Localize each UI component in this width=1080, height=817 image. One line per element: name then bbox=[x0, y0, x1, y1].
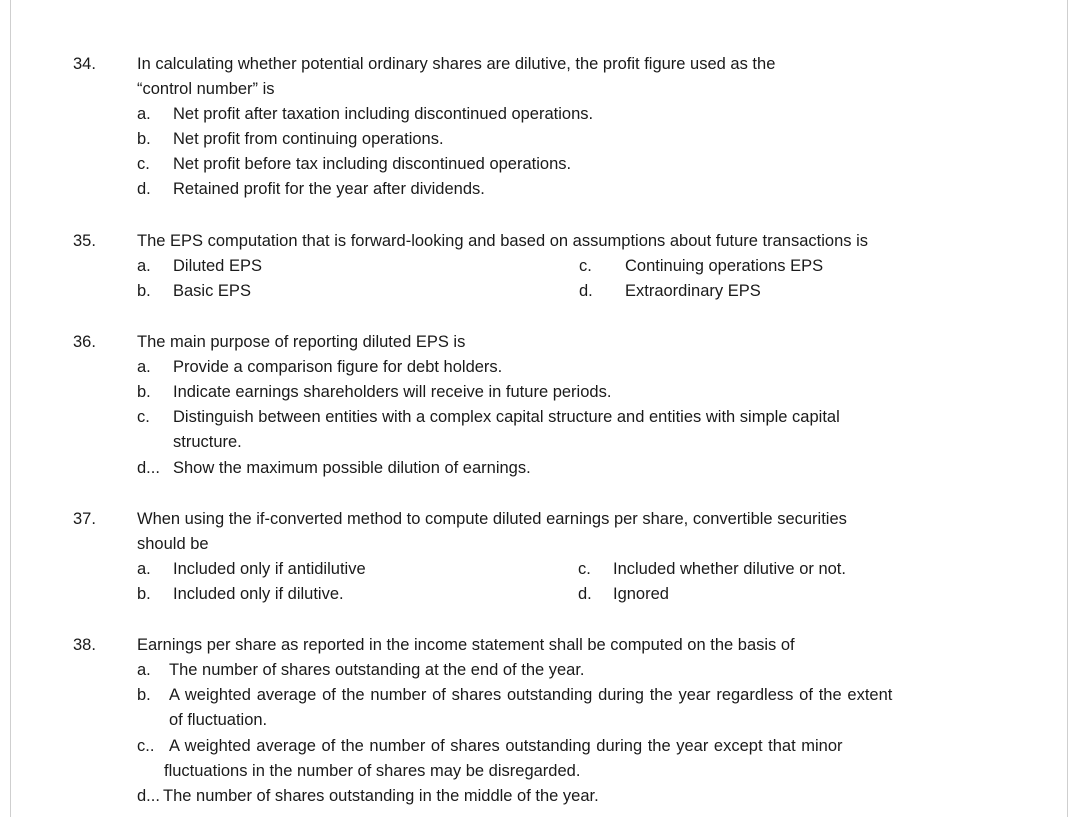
option-text: Net profit from continuing operations. bbox=[173, 130, 444, 148]
option-text: Extraordinary EPS bbox=[625, 282, 761, 300]
option-letter: c. bbox=[137, 155, 150, 173]
option-text: Provide a comparison figure for debt holders. bbox=[173, 358, 503, 376]
option-text: Included whether dilutive or not. bbox=[613, 560, 846, 578]
question-number: 38. bbox=[73, 636, 96, 654]
option-letter: b. bbox=[137, 383, 151, 401]
question-stem-line: “control number” is bbox=[137, 80, 275, 98]
option-text: Indicate earnings shareholders will receive in future periods. bbox=[173, 383, 612, 401]
option-text: Net profit before tax including discontinued operations. bbox=[173, 155, 572, 173]
option-text: The number of shares outstanding in the middle of the year. bbox=[163, 787, 599, 805]
question-number: 34. bbox=[73, 55, 96, 73]
option-text: Included only if dilutive. bbox=[173, 585, 344, 603]
option-letter: c.. bbox=[137, 737, 155, 755]
option-text-continuation: structure. bbox=[173, 433, 242, 451]
question-stem-line: In calculating whether potential ordinary shares are dilutive, the profit figure used as the bbox=[137, 55, 776, 73]
option-letter: a. bbox=[137, 257, 151, 275]
option-text: Included only if antidilutive bbox=[173, 560, 366, 578]
option-text-continuation: fluctuations in the number of shares may be disregarded. bbox=[164, 762, 581, 780]
option-text: Basic EPS bbox=[173, 282, 251, 300]
option-text: Ignored bbox=[613, 585, 669, 603]
option-letter: d... bbox=[137, 787, 160, 805]
option-letter: d. bbox=[137, 180, 151, 198]
option-letter: c. bbox=[578, 560, 591, 578]
option-letter: b. bbox=[137, 130, 151, 148]
option-letter: a. bbox=[137, 105, 151, 123]
option-letter: d. bbox=[578, 585, 592, 603]
option-letter: b. bbox=[137, 282, 151, 300]
question-number: 36. bbox=[73, 333, 96, 351]
option-letter: c. bbox=[137, 408, 150, 426]
question-stem-line: When using the if-converted method to compute diluted earnings per share, convertible securities bbox=[137, 510, 847, 528]
option-letter: a. bbox=[137, 358, 151, 376]
question-stem-line: The EPS computation that is forward-looking and based on assumptions about future transactions is bbox=[137, 232, 868, 250]
option-text: Distinguish between entities with a complex capital structure and entities with simple capital bbox=[173, 408, 840, 426]
option-letter: b. bbox=[137, 585, 151, 603]
option-text-continuation: of fluctuation. bbox=[169, 711, 268, 729]
question-number: 35. bbox=[73, 232, 96, 250]
option-text: A weighted average of the number of shares outstanding during the year regardless of the extent bbox=[169, 686, 893, 704]
option-text: Continuing operations EPS bbox=[625, 257, 824, 275]
option-letter: c. bbox=[579, 257, 592, 275]
option-text: Retained profit for the year after dividends. bbox=[173, 180, 485, 198]
option-letter: a. bbox=[137, 560, 151, 578]
document-page bbox=[10, 0, 1068, 817]
option-text: Diluted EPS bbox=[173, 257, 262, 275]
option-text: Net profit after taxation including discontinued operations. bbox=[173, 105, 594, 123]
option-text: Show the maximum possible dilution of earnings. bbox=[173, 459, 531, 477]
option-text: A weighted average of the number of shares outstanding during the year except that minor bbox=[169, 737, 843, 755]
option-letter: d. bbox=[579, 282, 593, 300]
question-stem-line: The main purpose of reporting diluted EPS is bbox=[137, 333, 466, 351]
option-letter: d... bbox=[137, 459, 160, 477]
option-letter: a. bbox=[137, 661, 151, 679]
question-stem-line: should be bbox=[137, 535, 209, 553]
question-stem-line: Earnings per share as reported in the income statement shall be computed on the basis of bbox=[137, 636, 795, 654]
option-letter: b. bbox=[137, 686, 151, 704]
question-number: 37. bbox=[73, 510, 96, 528]
option-text: The number of shares outstanding at the end of the year. bbox=[169, 661, 585, 679]
